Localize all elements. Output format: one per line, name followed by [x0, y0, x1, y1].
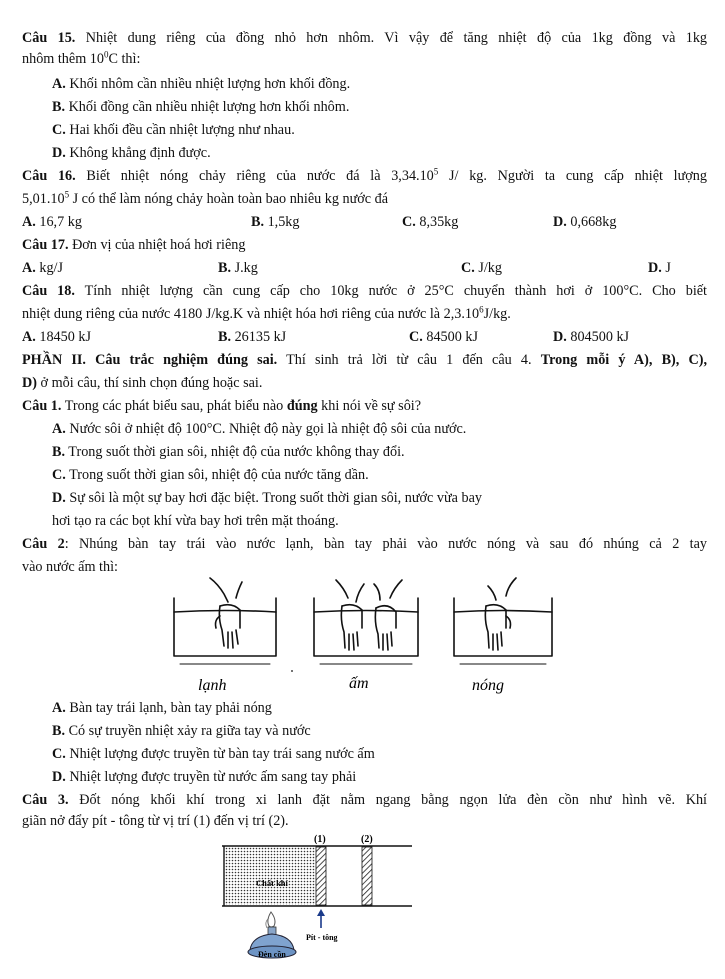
q15-label: Câu 15. — [22, 30, 76, 46]
p2-option-b[interactable]: B. Có sự truyền nhiệt xảy ra giữa tay và nước — [52, 723, 311, 739]
q18-option-a[interactable]: A. 18450 kJ — [22, 329, 91, 345]
p1-option-a[interactable]: A. Nước sôi ở nhiệt độ 100°C. Nhiệt độ này gọi là nhiệt độ sôi của nước. — [52, 421, 467, 437]
hand-icon — [485, 578, 516, 650]
piston-pos2 — [362, 847, 372, 905]
q18-option-b[interactable]: B. 26135 kJ — [218, 329, 287, 345]
p2-option-d[interactable]: D. Nhiệt lượng được truyền từ nước ấm sang tay phải — [52, 769, 357, 785]
q16-option-a[interactable]: A. 16,7 kg — [22, 214, 82, 230]
p2-option-a[interactable]: A. Bàn tay trái lạnh, bàn tay phải nóng — [52, 700, 272, 716]
q15-option-d[interactable]: D. Không khẳng định được. — [52, 145, 211, 161]
q15-stem-line1: Câu 15. Nhiệt dung riêng của đồng nhỏ hơn nhôm. Vì vậy để tăng nhiệt độ của 1kg đồng và 1kg — [22, 30, 708, 46]
part2-heading-line1: PHẦN II. Câu trắc nghiệm đúng sai. Thí sinh trả lời từ câu 1 đến câu 4. Trong mỗi ý A), B), C), — [22, 352, 707, 368]
pos2-label: (2) — [361, 834, 373, 845]
q18-option-c[interactable]: C. 84500 kJ — [409, 329, 478, 345]
p1-option-d[interactable]: D. Sự sôi là một sự bay hơi đặc biệt. Trong suốt thời gian sôi, nước vừa bay — [52, 490, 483, 506]
p1-stem: Câu 1. Trong các phát biểu sau, phát biểu nào đúng khi nói về sự sôi? — [22, 398, 422, 414]
label-cold: lạnh — [198, 677, 227, 694]
pos1-label: (1) — [314, 834, 326, 845]
q16-stem-line1: Câu 16. Biết nhiệt nóng chảy riêng của nước đá là 3,34.10$^5$ J/ kg. Người ta cung cấp nhiệt lượng — [22, 166, 707, 184]
gas-region — [225, 847, 316, 905]
label-hot: nóng — [472, 677, 504, 694]
gas-label: Chất khí — [256, 878, 288, 888]
cylinder-piston-figure — [222, 832, 422, 972]
q17-option-d[interactable]: D. J — [648, 260, 671, 276]
q15-option-a[interactable]: A. Khối nhôm cần nhiều nhiệt lượng hơn khối đồng. — [52, 76, 351, 92]
lamp-label: Đèn cồn — [258, 950, 286, 959]
q16-option-d[interactable]: D. 0,668kg — [553, 214, 617, 230]
part2-heading-line2: D) ở mỗi câu, thí sinh chọn đúng hoặc sai. — [22, 375, 263, 391]
q17-option-a[interactable]: A. kg/J — [22, 260, 63, 276]
warm-basin — [314, 598, 418, 664]
q15-option-b[interactable]: B. Khối đồng cần nhiều nhiệt lượng hơn khối nhôm. — [52, 99, 350, 115]
q15-option-c[interactable]: C. Hai khối đều cần nhiệt lượng như nhau. — [52, 122, 295, 138]
arrow-up-icon — [317, 909, 325, 928]
q16-stem-line2: 5,01.10$^5$ J có thể làm nóng chảy hoàn toàn bao nhiêu kg nước đá — [22, 189, 389, 207]
q15-stem-line2: nhôm thêm $10^0C$ thì: — [22, 49, 141, 67]
label-warm: ấm — [349, 675, 369, 692]
q18-stem-line2: nhiệt dung riêng của nước 4180 J/kg.K và nhiệt hóa hơi riêng của nước là 2,3.10$^6$J/kg. — [22, 304, 511, 322]
p2-stem-line2: vào nước ấm thì: — [22, 559, 118, 575]
hands-in-water-figure — [168, 576, 558, 696]
piston-label: Pít - tông — [306, 933, 338, 942]
p1-option-b[interactable]: B. Trong suốt thời gian sôi, nhiệt độ của nước không thay đổi. — [52, 444, 405, 460]
q17-option-c[interactable]: C. J/kg — [461, 260, 502, 276]
q18-stem-line1: Câu 18. Tính nhiệt lượng cần cung cấp cho 10kg nước ở 25°C chuyển thành hơi ở 100°C. Cho biết — [22, 283, 707, 299]
p3-stem-line2: giãn nở đẩy pít - tông từ vị trí (1) đến vị trí (2). — [22, 813, 289, 829]
p1-option-d-cont: hơi tạo ra các bọt khí vừa bay hơi trên mặt thoáng. — [52, 513, 339, 529]
piston-pos1 — [316, 847, 326, 905]
p1-option-c[interactable]: C. Trong suốt thời gian sôi, nhiệt độ của nước tăng dần. — [52, 467, 369, 483]
q16-option-c[interactable]: C. 8,35kg — [402, 214, 459, 230]
hand-icon — [210, 578, 242, 648]
p2-stem-line1: Câu 2: Nhúng bàn tay trái vào nước lạnh, bàn tay phải vào nước nóng và sau đó nhúng cả 2 tay — [22, 536, 708, 552]
q18-option-d[interactable]: D. 804500 kJ — [553, 329, 630, 345]
p3-stem-line1: Câu 3. Đốt nóng khối khí trong xi lanh đặt nằm ngang bằng ngọn lửa đèn cồn như hình vẽ. Khí — [22, 792, 707, 808]
hands-icon — [336, 580, 402, 650]
p2-option-c[interactable]: C. Nhiệt lượng được truyền từ bàn tay trái sang nước ấm — [52, 746, 375, 762]
q17-stem: Câu 17. Đơn vị của nhiệt hoá hơi riêng — [22, 237, 246, 253]
part2-title: PHẦN II. Câu trắc nghiệm đúng sai. — [22, 352, 278, 368]
q16-option-b[interactable]: B. 1,5kg — [251, 214, 300, 230]
q17-option-b[interactable]: B. J.kg — [218, 260, 258, 276]
cold-basin — [174, 598, 276, 664]
